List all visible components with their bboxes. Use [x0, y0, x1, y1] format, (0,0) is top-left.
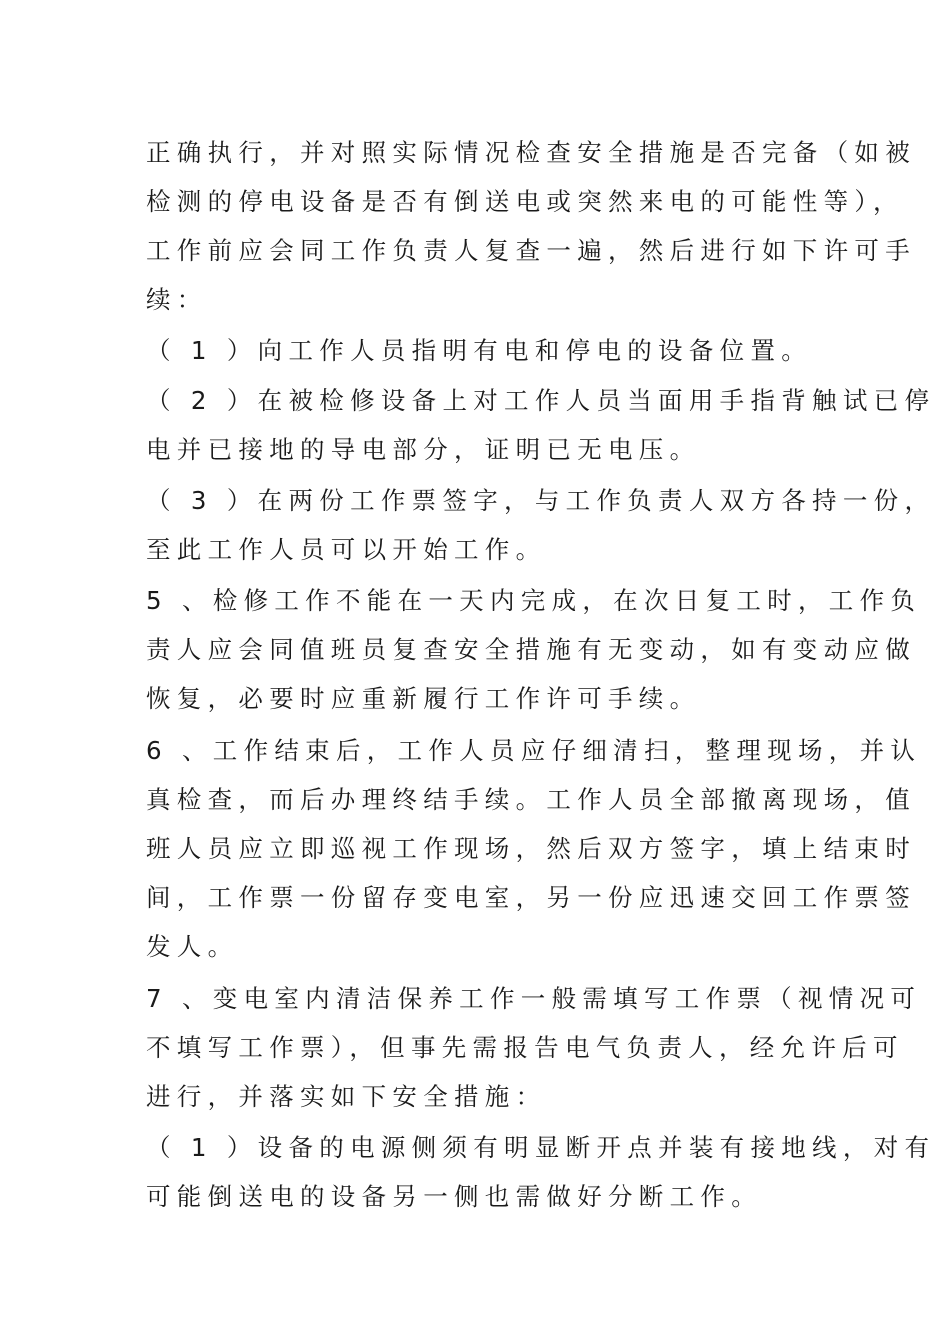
text-line: 责人应会同值班员复查安全措施有无变动，如有变动应做 — [146, 635, 916, 664]
text-line: 进行，并落实如下安全措施： — [146, 1082, 547, 1111]
text-line: 间，工作票一份留存变电室，另一份应迅速交回工作票签 — [146, 883, 916, 912]
text-line: 检测的停电设备是否有倒送电或突然来电的可能性等）， — [146, 187, 904, 216]
text-line: 正确执行，并对照实际情况检查安全措施是否完备（如被 — [146, 138, 916, 167]
text-line: 班人员应立即巡视工作现场，然后双方签字，填上结束时 — [146, 834, 916, 863]
text-line: 6 、工作结束后，工作人员应仔细清扫，整理现场，并认 — [146, 736, 922, 765]
text-line: 7 、变电室内清洁保养工作一般需填写工作票（视情况可 — [146, 984, 922, 1013]
text-line: 可能倒送电的设备另一侧也需做好分断工作。 — [146, 1182, 762, 1211]
text-line: 真检查，而后办理终结手续。工作人员全部撤离现场，值 — [146, 785, 916, 814]
text-line: （ 3 ）在两份工作票签字，与工作负责人双方各持一份， — [146, 486, 936, 515]
text-line: 至此工作人员可以开始工作。 — [146, 535, 547, 564]
text-line: 5 、检修工作不能在一天内完成，在次日复工时，工作负 — [146, 586, 922, 615]
text-line: （ 1 ）向工作人员指明有电和停电的设备位置。 — [146, 336, 813, 365]
text-line: 工作前应会同工作负责人复查一遍，然后进行如下许可手 — [146, 236, 916, 265]
text-line: 发人。 — [146, 932, 239, 961]
text-line: 电并已接地的导电部分，证明已无电压。 — [146, 435, 701, 464]
text-line: 不填写工作票），但事先需报告电气负责人，经允许后可 — [146, 1033, 904, 1062]
text-line: 续： — [146, 285, 208, 314]
text-line: 恢复，必要时应重新履行工作许可手续。 — [146, 684, 701, 713]
text-line: （ 2 ）在被检修设备上对工作人员当面用手指背触试已停 — [146, 386, 936, 415]
text-line: （ 1 ）设备的电源侧须有明显断开点并装有接地线，对有 — [146, 1133, 936, 1162]
